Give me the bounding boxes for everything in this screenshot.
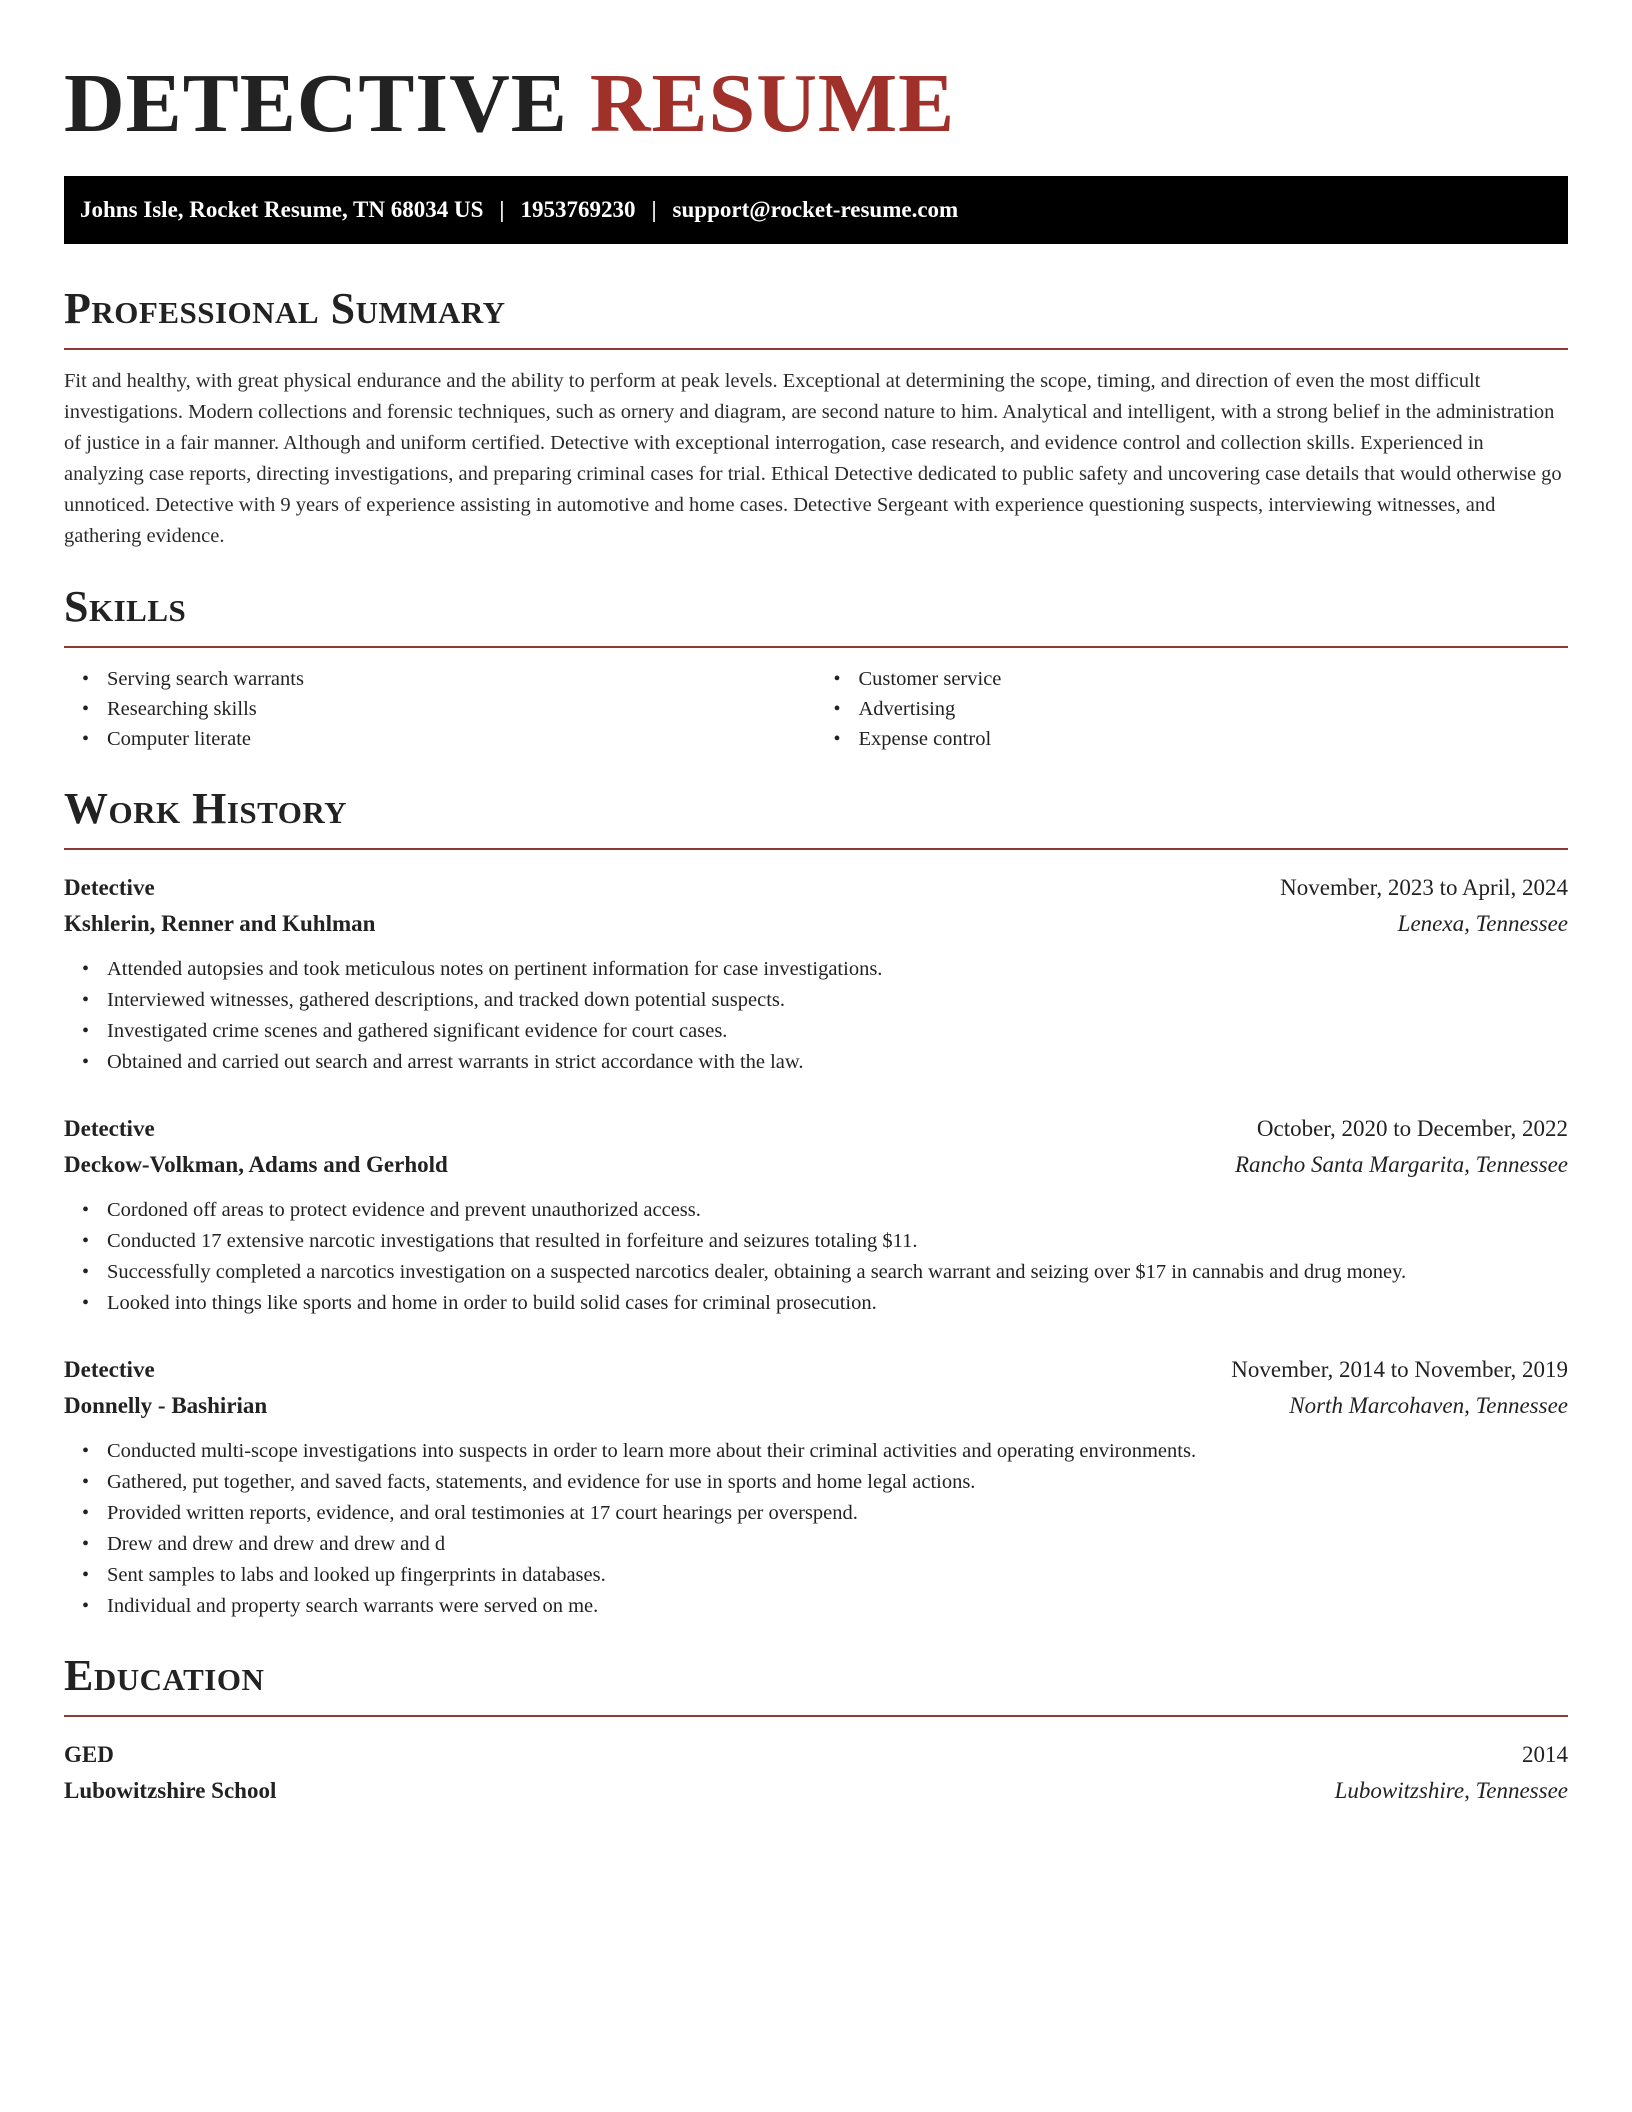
contact-separator: | xyxy=(651,197,657,222)
skill-item: • Expense control xyxy=(859,724,1569,754)
job-entry xyxy=(64,1352,1568,1621)
skill-item: • Customer service xyxy=(859,664,1569,694)
job-bullet: • Interviewed witnesses, gathered descriptions, and tracked down potential suspects. xyxy=(107,985,1568,1015)
job-header xyxy=(64,1352,1568,1388)
summary-text: Fit and healthy, with great physical endurance and the ability to perform at peak levels. Exceptional at determining the scope, timing, and direction of even the most difficult investigations. Modern collections and forensic techniques, such as ornery and diagram, are second nature to him. Analytical and intelligent, with a strong belief in the administration of justice in a fair manner. Although and uniform certified. Detective with exceptional interrogation, case research, and evidence control and collection skills. Experienced in analyzing case reports, directing investigations, and preparing criminal cases for trial. Ethical Detective dedicated to public safety and uncovering case details that would otherwise go unnoticed. Detective with 9 years of experience assisting in automotive and home cases. Detective Sergeant with experience questioning suspects, interviewing witnesses, and gathering evidence. xyxy=(64,370,1562,547)
job-bullet: • Obtained and carried out search and arrest warrants in strict accordance with the law. xyxy=(107,1047,1568,1077)
job-bullet: • Investigated crime scenes and gathered significant evidence for court cases. xyxy=(107,1016,1568,1046)
contact-separator: | xyxy=(499,197,505,222)
job-entry xyxy=(64,870,1568,1077)
title-accent: RESUME xyxy=(589,57,956,150)
education-degree: GED xyxy=(64,1742,114,1767)
job-location: Rancho Santa Margarita, Tennessee xyxy=(1234,1152,1568,1177)
job-bullet: • Provided written reports, evidence, and oral testimonies at 17 court hearings per overspend. xyxy=(107,1498,1568,1528)
job-title: Detective xyxy=(64,875,155,900)
contact-phone: 1953769230 xyxy=(520,197,636,222)
summary-heading: Professional Summary xyxy=(64,284,1568,350)
job-bullet: • Attended autopsies and took meticulous notes on pertinent information for case investigations. xyxy=(107,954,1568,984)
skills-column-left xyxy=(64,664,817,754)
job-header xyxy=(64,1111,1568,1147)
skills-column-right xyxy=(817,664,1569,754)
job-bullet: • Conducted multi-scope investigations into suspects in order to learn more about their criminal activities and operating environments. xyxy=(107,1436,1568,1466)
work-section xyxy=(64,784,1568,1621)
job-location: North Marcohaven, Tennessee xyxy=(1289,1393,1568,1418)
summary-section xyxy=(64,284,1568,552)
education-location: Lubowitzshire, Tennessee xyxy=(1334,1778,1568,1803)
job-dates: November, 2023 to April, 2024 xyxy=(1280,875,1568,900)
job-bullet: • Individual and property search warrants were served on me. xyxy=(107,1591,1568,1621)
job-title: Detective xyxy=(64,1116,155,1141)
skill-item: • Advertising xyxy=(859,694,1569,724)
job-bullet: • Conducted 17 extensive narcotic investigations that resulted in forfeiture and seizures totaling $11. xyxy=(107,1226,1568,1256)
skills-list xyxy=(64,664,1568,754)
job-company: Deckow-Volkman, Adams and Gerhold xyxy=(64,1152,448,1177)
job-bullets xyxy=(64,954,1568,1077)
job-location: Lenexa, Tennessee xyxy=(1397,911,1568,936)
skill-item: • Computer literate xyxy=(107,724,817,754)
skills-heading: Skills xyxy=(64,582,1568,648)
job-title: Detective xyxy=(64,1357,155,1382)
education-header xyxy=(64,1737,1568,1773)
title-main: DETECTIVE xyxy=(64,57,568,150)
job-bullet: • Gathered, put together, and saved facts, statements, and evidence for use in sports and home legal actions. xyxy=(107,1467,1568,1497)
skills-section xyxy=(64,582,1568,754)
skill-item: • Serving search warrants xyxy=(107,664,817,694)
job-bullets xyxy=(64,1195,1568,1318)
job-bullets xyxy=(64,1436,1568,1621)
work-heading: Work History xyxy=(64,784,1568,850)
skill-item: • Researching skills xyxy=(107,694,817,724)
contact-bar xyxy=(64,176,1568,244)
job-dates: October, 2020 to December, 2022 xyxy=(1256,1116,1568,1141)
job-bullet: • Drew and drew and drew and drew and d xyxy=(107,1529,1568,1559)
job-entry xyxy=(64,1111,1568,1318)
job-subheader xyxy=(64,906,1568,942)
job-bullet: • Successfully completed a narcotics investigation on a suspected narcotics dealer, obtaining a search warrant and seizing over $17 in cannabis and drug money. xyxy=(107,1257,1568,1287)
contact-email: support@rocket-resume.com xyxy=(672,197,959,222)
education-heading: Education xyxy=(64,1651,1568,1717)
job-company: Kshlerin, Renner and Kuhlman xyxy=(64,911,376,936)
education-year: 2014 xyxy=(1522,1742,1568,1767)
education-school: Lubowitzshire School xyxy=(64,1778,277,1803)
job-bullet: • Sent samples to labs and looked up fingerprints in databases. xyxy=(107,1560,1568,1590)
job-subheader xyxy=(64,1147,1568,1183)
job-bullet: • Cordoned off areas to protect evidence and prevent unauthorized access. xyxy=(107,1195,1568,1225)
job-company: Donnelly - Bashirian xyxy=(64,1393,268,1418)
resume-title xyxy=(64,56,1568,152)
education-entry xyxy=(64,1737,1568,1809)
job-header xyxy=(64,870,1568,906)
job-dates: November, 2014 to November, 2019 xyxy=(1231,1357,1568,1382)
job-subheader xyxy=(64,1388,1568,1424)
contact-address: Johns Isle, Rocket Resume, TN 68034 US xyxy=(80,197,484,222)
education-subheader xyxy=(64,1773,1568,1809)
education-section xyxy=(64,1651,1568,1809)
job-bullet: • Looked into things like sports and home in order to build solid cases for criminal prosecution. xyxy=(107,1288,1568,1318)
